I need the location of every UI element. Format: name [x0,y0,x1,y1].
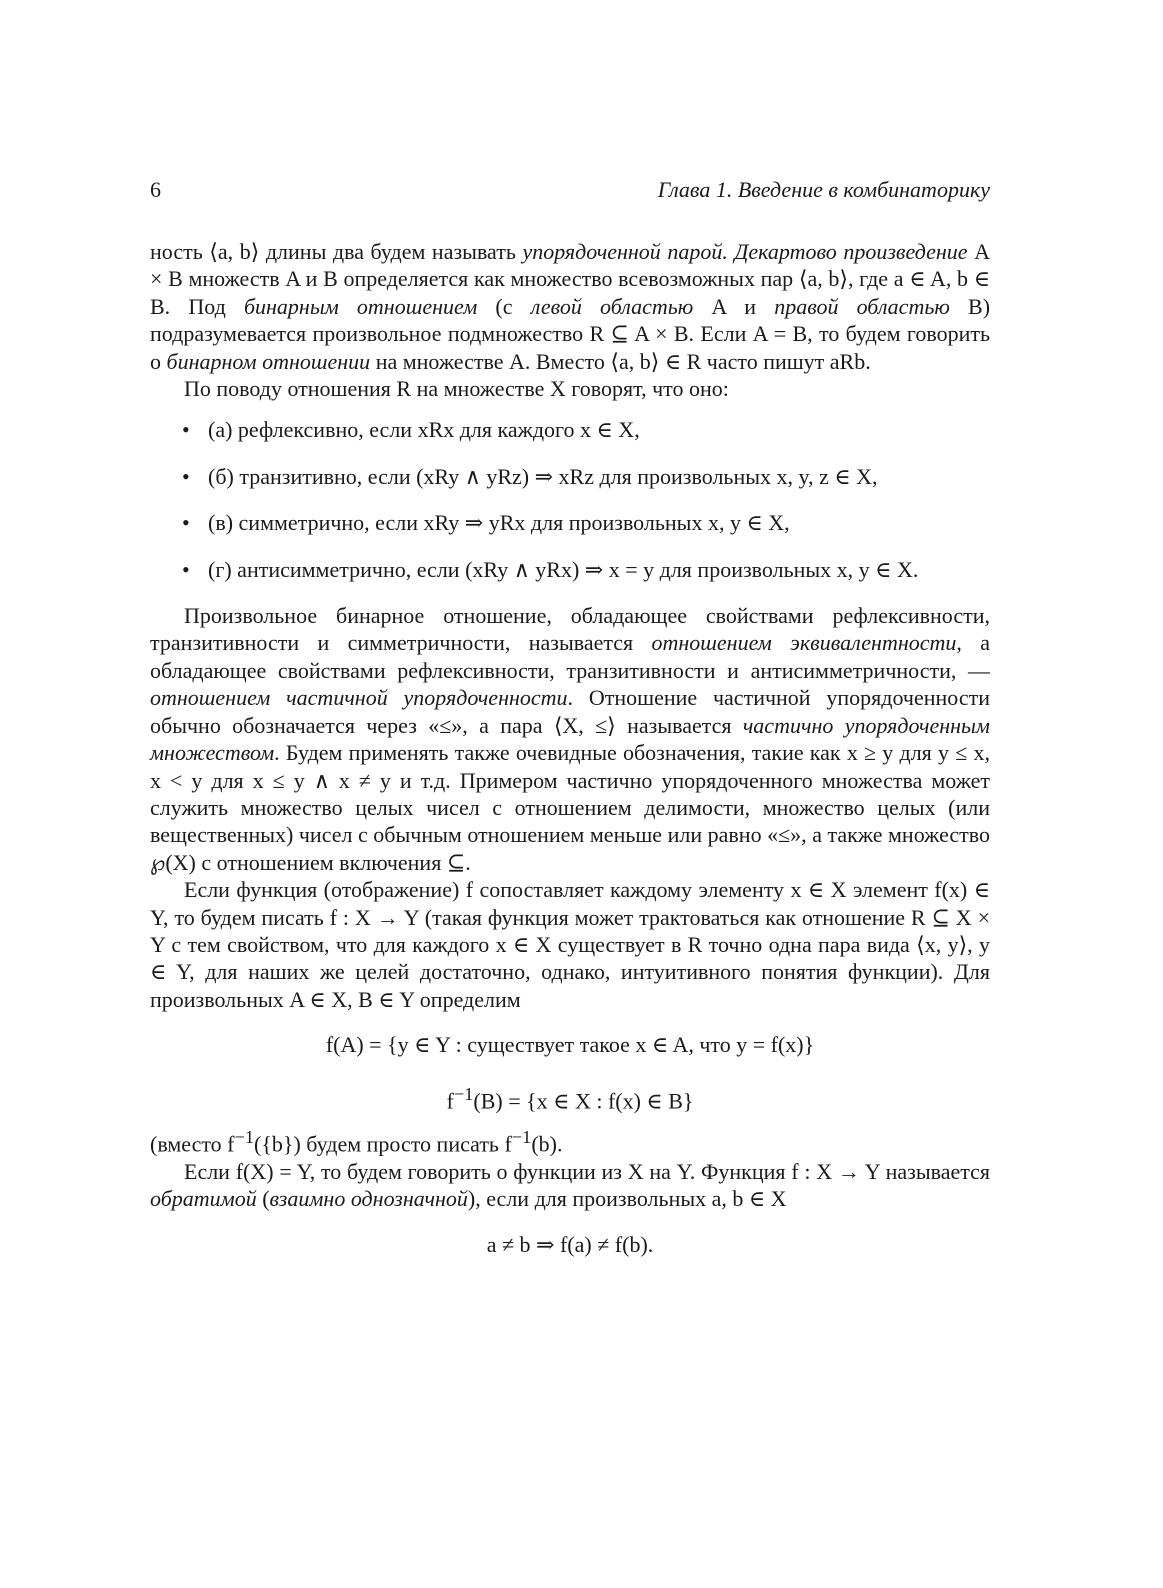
function-paragraph: Если функция (отображение) f сопоставляет каждому элементу x ∈ X элемент f(x) ∈ Y, то будем писать f : X → Y (такая функция может трактоваться как отношение R ⊆ X × Y с тем свойством, что для каждого x ∈ X существует в R точно одна пара вида ⟨x, y⟩, y ∈ Y, для наших же целей достаточно, однако, интуитивного понятия функции). Для произвольных A ∈ X, B ∈ Y определим [150,877,990,1012]
relation-intro: По поводу отношения R на множестве X говорят, что оно: [184,376,729,402]
list-item: • (г) антисимметрично, если (xRy ∧ yRx) ⇒ x = y для произвольных x, y ∈ X. [182,556,919,582]
image-equation: f(A) = {y ∈ Y : существует такое x ∈ A, что y = f(x)} [325,1032,815,1058]
bullet-icon: • [182,556,190,582]
bullet-icon: • [182,417,190,443]
intro-paragraph: ность ⟨a, b⟩ длины два будем называть упорядоченной парой. Декартово произведение A × B множеств A и B определяется как множество всевозможных пар ⟨a, b⟩, где a ∈ A, b ∈ B. Под бинарным отношением (с левой областью A и правой областью B) подразумевается произвольное подмножество R ⊆ A × B. Если A = B, то будем говорить о бинарном отношении на множестве A. Вместо ⟨a, b⟩ ∈ R часто пишут aRb. [150,239,991,374]
running-header [150,176,990,210]
page-number: 6 [150,177,161,202]
list-item: • (б) транзитивно, если (xRy ∧ yRz) ⇒ xRz для произвольных x, y, z ∈ X, [182,463,878,489]
preimage-equation: $f^{-1}(B) = \{x$ ∈ X : f(x) ∈ B} [446,1083,694,1113]
list-item: • (в) симметрично, если xRy ⇒ yRx для произвольных x, y ∈ X, [182,510,790,536]
bullet-icon: • [182,510,190,536]
chapter-title: Глава 1. Введение в комбинаторику [657,177,990,202]
bullet-icon: • [182,463,190,489]
relation-properties-list [150,416,990,583]
injectivity-equation: a ≠ b ⇒ f(a) ≠ f(b). [486,1231,654,1257]
equivalence-paragraph: Произвольное бинарное отношение, обладающее свойствами рефлексивности, транзитивности и симметричности, называется отношением эквивалентности, а обладающее свойствами рефлексивности, транзитивности и антисимметричности, — отношением частичной упорядоченности. Отношение частичной упорядоченности обычно обозначается через «≤», а пара ⟨X, ≤⟩ называется частично упорядоченным множеством. Будем применять также очевидные обозначения, такие как x ≥ y для y ≤ x, x < y для x ≤ y ∧ x ≠ y и т.д. Примером частично упорядоченного множества может служить множество целых чисел с отношением делимости, множество целых (или вещественных) чисел с обычным отношением меньше или равно «≤», а также множество ℘(X) с отношением включения ⊆. [150,603,991,875]
preimage-note: (вместо $f^{-1}(\{b\})$ будем просто писать $f^{-1}(b)$. [150,1127,563,1157]
document-page [150,176,990,1258]
list-item: • (а) рефлексивно, если xRx для каждого x ∈ X, [182,417,640,443]
bijection-paragraph: Если f(X) = Y, то будем говорить о функции из X на Y. Функция f : X → Y называется обратимой (взаимно однозначной), если для произвольных a, b ∈ X [150,1159,990,1212]
